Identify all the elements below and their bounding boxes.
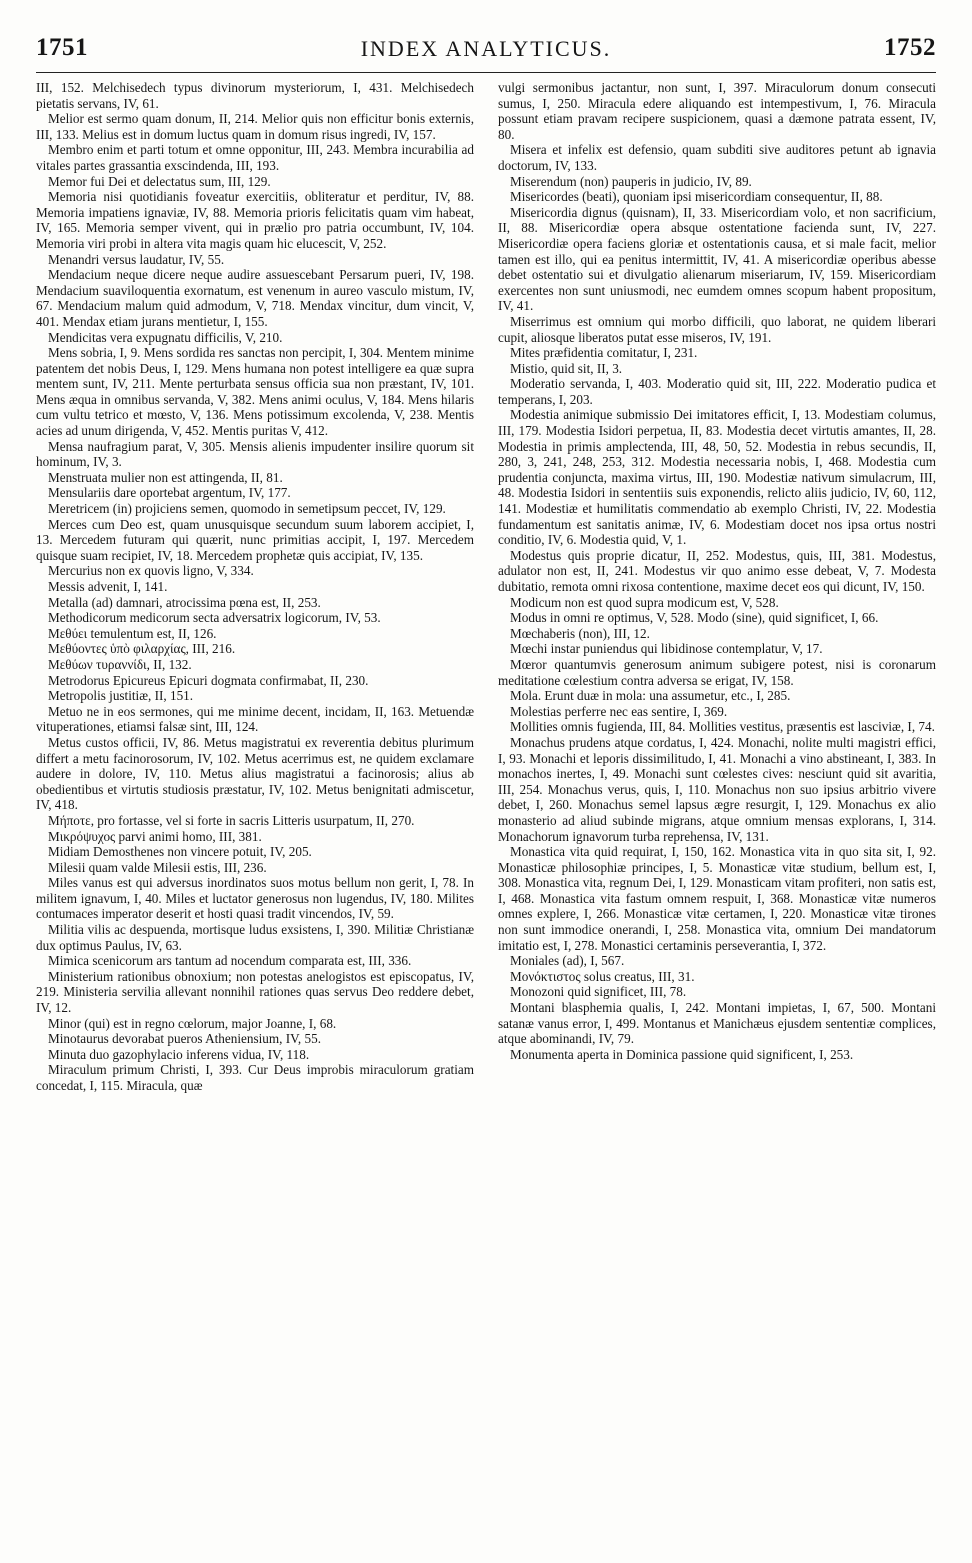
index-entry: Mola. Erunt duæ in mola: una assumetur, etc., I, 285. [510,688,791,704]
index-entry: Milesii quam valde Milesii estis, III, 236. [48,859,267,875]
index-entry: Miles vanus est qui adversus inordinatos suos motus bellum non gerit, I, 78. In militem ignavum, I, 40. Miles et luctator generosus non lugendus, IV, 180. Milites contumaces imperator deserit et hosti quasi tradit vincendos, IV, 59. [36,875,474,922]
index-entry: Mœror quantumvis generosum animum subigere potest, nisi is coronarum meditatione cœlestium contra adversa se erigat, IV, 158. [498,656,936,688]
index-entry: Membro enim et parti totum et omne opponitur, III, 243. Membra incurabilia ad vitales partes grassantia exscindenda, III, 193. [36,142,474,173]
index-entry: Miserendum (non) pauperis in judicio, IV, 89. [510,173,752,189]
index-entry: Memoria nisi quotidianis foveatur exercitiis, obliteratur et perditur, IV, 88. Memoria impatiens ignaviæ, IV, 88. Memoria prioris felicitatis quam vim habeat, IV, 165. Memoria semper vivent, qui in prælio pro patria occumbunt, IV, 104. Memoria viri probi in altera vita magis quam hic elucescit, V, 252. [36,189,474,251]
index-entry: Miraculum primum Christi, I, 393. Cur Deus improbis miraculorum gratiam concedat, I, 115. Miracula, quæ [36,1062,474,1093]
index-entry: Metuo ne in eos sermones, qui me minime decent, incidam, II, 163. Metuendæ vituperationes, etiamsi falsæ sint, III, 124. [36,703,474,735]
index-entry: Mimica scenicorum ars tantum ad nocendum comparata est, III, 336. [48,953,412,969]
index-entry: Μικρόψυχος parvi animi homo, III, 381. [48,828,262,844]
index-entry: Moderatio servanda, I, 403. Moderatio quid sit, III, 222. Moderatio pudica et temperans, I, 203. [498,376,936,407]
index-entry: Mendicitas vera expugnatu difficilis, V, 210. [48,329,283,345]
left-column [36,80,474,1550]
index-entry: Militia vilis ac despuenda, mortisque ludus exsistens, I, 390. Militiæ Christianæ dux optimus Paulus, IV, 63. [36,922,474,953]
index-entry: Minotaurus devorabat pueros Atheniensium, IV, 55. [48,1031,321,1047]
running-title: INDEX ANALYTICUS. [360,36,612,61]
index-entry: Mercurius non ex quovis ligno, V, 334. [48,563,254,579]
index-entry: Mistio, quid sit, II, 3. [510,360,623,376]
page-header [36,34,936,74]
index-entry: Monozoni quid significet, III, 78. [510,984,687,1000]
index-entry: Modus in omni re optimus, V, 528. Modo (sine), quid significet, I, 66. [510,610,879,626]
index-entry: Μεθύων τυραννίδι, II, 132. [48,656,192,672]
index-entry: Μήποτε, pro fortasse, vel si forte in sacris Litteris usurpatum, II, 270. [48,812,415,828]
index-entry: Μεθύει temulentum est, II, 126. [48,625,217,641]
index-entry: Mensa naufragium parat, V, 305. Mensis alienis impudenter insilire quorum sit hominum, IV, 3. [36,438,474,470]
index-entry: Μεθύοντες ὑπὸ φιλαρχίας, III, 216. [48,641,236,657]
index-entry: Mendacium neque dicere neque audire assuescebant Persarum pueri, IV, 198. Mendacium suaviloquentia exornatum, est venenum in aureo vasculo mistum, IV, 67. Mendacium malum quid admodum, V, 718. Mendax vincitur, dum vincit, V, 401. Mendax etiam jurans mentietur, I, 155. [36,267,474,329]
index-entry: Metropolis justitiæ, II, 151. [48,688,194,704]
index-entry: vulgi sermonibus jactantur, non sunt, I, 397. Miraculorum donum consecuti sumus, I, 250. Miracula edere aliquando est intempestivum, I, 76. Miracula possunt etiam pravam recipere suspicionem, quasi a dæmone patrata essent, IV, 80. [498,80,936,142]
index-entry: Monastica vita quid requirat, I, 150, 162. Monastica vita in quo sita sit, I, 92. Monasticæ philosophiæ principes, I, 5. Monasticæ vitæ studium, bellum est, I, 308. Monastica vita, regnum Dei, I, 129. Monasticam vitam profiteri, non satis est, I, 468. Monastica vita fastum omnem respuit, I, 368. Monasticæ vitæ numeros omnes explere, I, 266. Monasticæ vitæ certamen, I, 220. Monasticæ vitæ tirones non sunt immodice onerandi, I, 258. Monastica vita, omnium Dei mandatorum imitatio est, I, 278. Monastici certaminis perseverantia, I, 372. [498,844,936,953]
index-entry: Mollities omnis fugienda, III, 84. Mollities vestitus, præsentis est lasciviæ, I, 74. [510,719,935,735]
index-entry: Misericordia dignus (quisnam), II, 33. Misericordiam volo, et non sacrificium, II, 88. Misericordiæ opera absque ostentatione facienda sunt, IV, 227. Misericordiæ opera faciens gloriæ et ostentationis causa, et si male facit, melior tamen est illo, qui ea penitus intermittit, IV, 41. A misericordiæ operibus abesse debet ostentatio sui et divulgatio alienarum miseriarum, IV, 159. Misericordiam exercentes non sunt uniusmodi, nec eumdem omnes scopum habent propositum, IV, 41. [498,204,936,314]
index-entry: Meretricem (in) projiciens semen, quomodo in semetipsum peccet, IV, 129. [48,501,446,517]
index-entry: Modestus quis proprie dicatur, II, 252. Modestus, quis, III, 381. Modestus, adulator non est, II, 241. Modestus vir quo animo esse debeat, V, 7. Modesta dubitatio, remota omni rixosa contentione, maxime decet eos qui dicunt, IV, 150. [498,547,936,594]
index-entry: Metus custos officii, IV, 86. Metus magistratui ex reverentia debitus plurimum differt a metu facinorosorum, IV, 102. Metus acerrimus est, ne quidem exclamare audere in dolore, IV, 110. Metus alius magistratui a facinorosis; alius ab obedientibus et virtutis studiosis præstatur, IV, 102. Metus benignitati admiscetur, IV, 418. [36,734,474,813]
index-entry: Mœchaberis (non), III, 12. [510,625,650,641]
index-entry: Montani blasphemia qualis, I, 242. Montani impietas, I, 67, 500. Montani satanæ vanus error, I, 499. Montanus et Manichæus ejusdem sententiæ complices, atque abominandi, IV, 79. [498,1000,936,1047]
index-entry: Metrodorus Epicureus Epicuri dogmata confirmabat, II, 230. [48,672,369,688]
index-entry: Methodicorum medicorum secta adversatrix logicorum, IV, 53. [48,610,381,626]
index-entry: Menandri versus laudatur, IV, 55. [48,251,225,267]
index-entry: Mites præfidentia comitatur, I, 231. [510,345,698,361]
index-entry: Minuta duo gazophylacio inferens vidua, IV, 118. [48,1046,310,1062]
index-entry: Mœchi instar puniendus qui libidinose contemplatur, V, 17. [510,641,823,657]
index-entry: Minor (qui) est in regno cœlorum, major Joanne, I, 68. [48,1015,337,1031]
column-number-right: 1752 [884,34,936,61]
column-number-left: 1751 [36,34,88,61]
index-entry: Modestia animique submissio Dei imitatores efficit, I, 13. Modestiam columus, III, 179. Modestia Isidori perpetua, II, 83. Modestia decet virtutis amantes, II, 28. Modestia in primis amplectenda, III, 48, 50, 52. Modestia in rebus secundis, II, 280, 3, 241, 248, 253, 312. Modestia necessaria nobis, I, 468. Modestia cum prudentia conjuncta, maxima virtus, III, 190. Modestiæ nativum simulacrum, III, 48. Modestia Isidori in sententiis suis exponendis, relicto aliis judicio, IV, 60, 112, 141. Modestiæ et humilitatis commendatio ab exemplo Christi, IV, 22. Modestia fundamentum est sanitatis animæ, IV, 6. Modestiam docet nos ipsa ortus nostri conditio, IV, 6. Modestia quid, V, 1. [498,407,936,548]
index-entry: Moniales (ad), I, 567. [510,953,625,969]
index-entry: Miserrimus est omnium qui morbo difficili, quo laborat, ne quidem liberari cupit, aliosque liberatos putat esse miseros, IV, 191. [498,313,936,345]
index-entry: Molestias perferre nec eas sentire, I, 369. [510,703,728,719]
index-entry: Misericordes (beati), quoniam ipsi misericordiam consequentur, II, 88. [510,189,883,205]
index-entry: Menstruata mulier non est attingenda, II, 81. [48,469,283,485]
index-entry: Memor fui Dei et delectatus sum, III, 129. [48,173,271,189]
index-entry: Midiam Demosthenes non vincere potuit, IV, 205. [48,844,312,860]
index-entry: Messis advenit, I, 141. [48,579,168,594]
index-entry: Misera et infelix est defensio, quam subditi sive auditores petunt ab ignavia doctorum, IV, 133. [498,142,936,173]
header-rule [36,72,936,73]
index-entry: Monachus prudens atque cordatus, I, 424. Monachi, nolite multi magistri effici, I, 93. Monachi et leporis dissimilitudo, I, 41. Monachi a vino abstineant, I, 383. In monachos inertes, I, 49. Monachi sunt cœlestes cives: nesciunt quid sit avaritia, III, 254. Monachus verus, quis, I, 110. Monachus non suo ipsius arbitrio vivere debet, I, 260. Monachus semel lapsus ægre resurgit, I, 129. Monachus ex alio monasterio ad aliud subinde migrans, atque omnium mensas explorans, I, 314. Monachorum ignavorum turba reprehensa, IV, 131. [498,734,936,844]
index-entry: Μονόκτιστος solus creatus, III, 31. [510,968,695,984]
index-entry: Metalla (ad) damnari, atrocissima pœna est, II, 253. [48,594,321,610]
index-entry: Monumenta aperta in Dominica passione quid significent, I, 253. [510,1046,854,1062]
index-entry: Modicum non est quod supra modicum est, V, 528. [510,594,779,610]
index-entry: Ministerium rationibus obnoxium; non potestas anelogistos est episcopatus, IV, 219. Ministeria servilia allevant nonnihil rationes quas servus Deo reddere debet, IV, 12. [36,968,474,1016]
index-entry: III, 152. Melchisedech typus divinorum mysteriorum, I, 431. Melchisedech pietatis servans, IV, 61. [36,80,474,111]
index-entry: Mensulariis dare oportebat argentum, IV, 177. [48,485,291,501]
index-entry: Melior est sermo quam donum, II, 214. Melior quis non efficitur bonis externis, III, 133. Melius est in domum luctus quam in domum risus ingredi, IV, 157. [36,111,474,142]
right-column [498,80,936,1550]
index-entry: Mens sobria, I, 9. Mens sordida res sanctas non percipit, I, 304. Mentem minime patentem det nobis Deus, I, 129. Mens humana non potest intelligere ea quæ supra mentem sunt, IV, 211. Mente perturbata sensus officia sua non præstant, IV, 101. Mens æqua in omnibus servanda, V, 382. Mens animi oculus, V, 184. Mens hilaris cum vultu tetrico et mœsto, V, 136. Mens potissimum excolenda, V, 238. Mentis acies ad unum dirigenda, V, 452. Mentis puritas V, 412. [36,345,474,439]
index-entry: Merces cum Deo est, quam unusquisque secundum suum laborem accipiet, I, 13. Mercedem futuram qui quærit, nunc primitias accipit, I, 197. Mercedem quisque suam recipiet, IV, 18. Mercedem prophetæ quis accipiat, IV, 135. [36,516,474,563]
